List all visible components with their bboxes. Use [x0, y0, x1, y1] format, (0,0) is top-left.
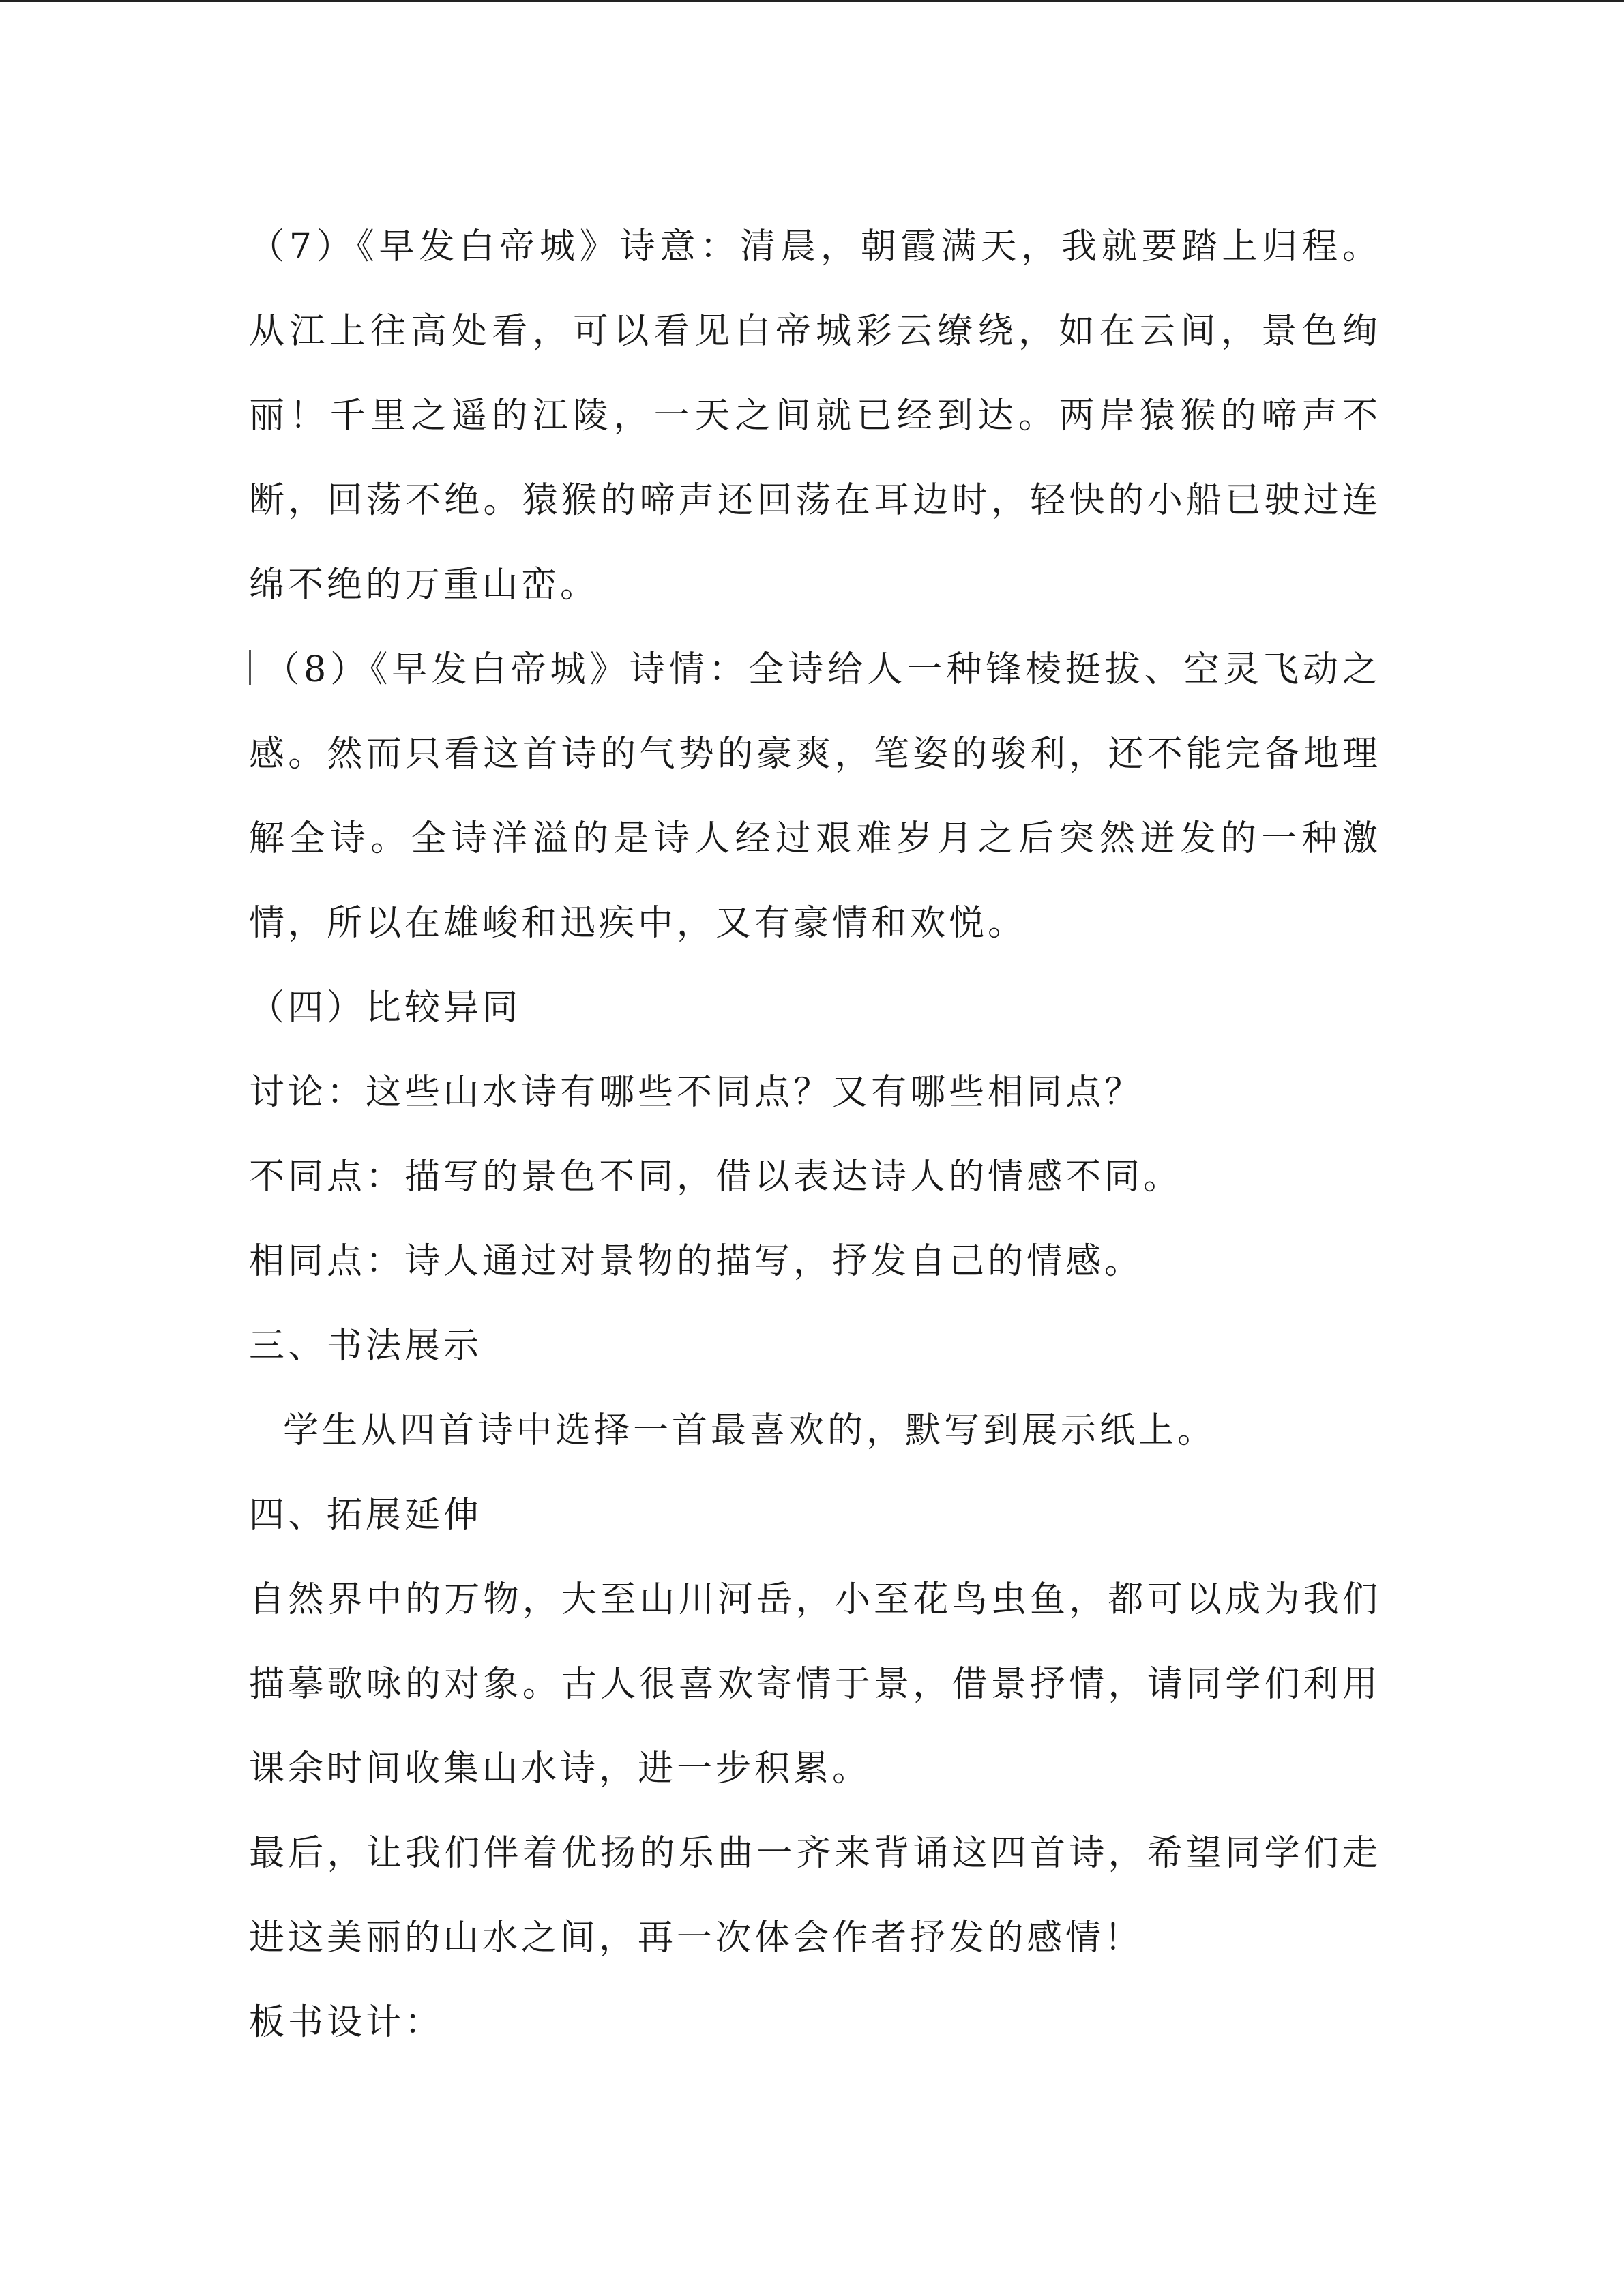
paragraph-poem-emotion-text: （8）《早发白帝城》诗情：全诗给人一种锋棱挺拔、空灵飞动之感。然而只看这首诗的气势的豪爽，笔姿的骏利，还不能完备地理解全诗。全诗洋溢的是诗人经过艰难岁月之后突然迸发的一种激情，所以在雄峻和迅疾中，又有豪情和欢悦。 — [249, 649, 1381, 944]
heading-compare: （四）比较异同 — [249, 987, 522, 1028]
paragraph-poem-meaning: （7）《早发白帝城》诗意：清晨，朝霞满天，我就要踏上归程。从江上往高处看，可以看见白帝城彩云缭绕，如在云间，景色绚丽！千里之遥的江陵，一天之间就已经到达。两岸猿猴的啼声不断，回荡不绝。猿猴的啼声还回荡在耳边时，轻快的小船已驶过连绵不绝的万重山峦。 — [249, 226, 1381, 606]
paragraph-closing: 最后，让我们伴着优扬的乐曲一齐来背诵这四首诗，希望同学们走进这美丽的山水之间，再一次体会作者抒发的感情！ — [249, 1833, 1381, 1958]
document-body — [249, 205, 1381, 2065]
text-cursor — [249, 650, 251, 685]
paragraph-discussion: 讨论：这些山水诗有哪些不同点？又有哪些相同点？ — [249, 1072, 1144, 1113]
heading-board-design: 板书设计： — [249, 2002, 444, 2043]
paragraph-similarities: 相同点：诗人通过对景物的描写，抒发自己的情感。 — [249, 1241, 1144, 1282]
paragraph-differences: 不同点：描写的景色不同，借以表达诗人的情感不同。 — [249, 1157, 1183, 1197]
paragraph-calligraphy: 学生从四首诗中选择一首最喜欢的，默写到展示纸上。 — [283, 1410, 1217, 1451]
page-top-border — [0, 0, 1624, 2]
paragraph-poem-emotion — [249, 627, 1381, 966]
heading-calligraphy: 三、书法展示 — [249, 1326, 483, 1367]
paragraph-extension: 自然界中的万物，大至山川河岳，小至花鸟虫鱼，都可以成为我们描摹歌咏的对象。古人很喜欢寄情于景，借景抒情，请同学们利用课余时间收集山水诗，进一步积累。 — [249, 1579, 1381, 1789]
heading-extension: 四、拓展延伸 — [249, 1495, 483, 1536]
